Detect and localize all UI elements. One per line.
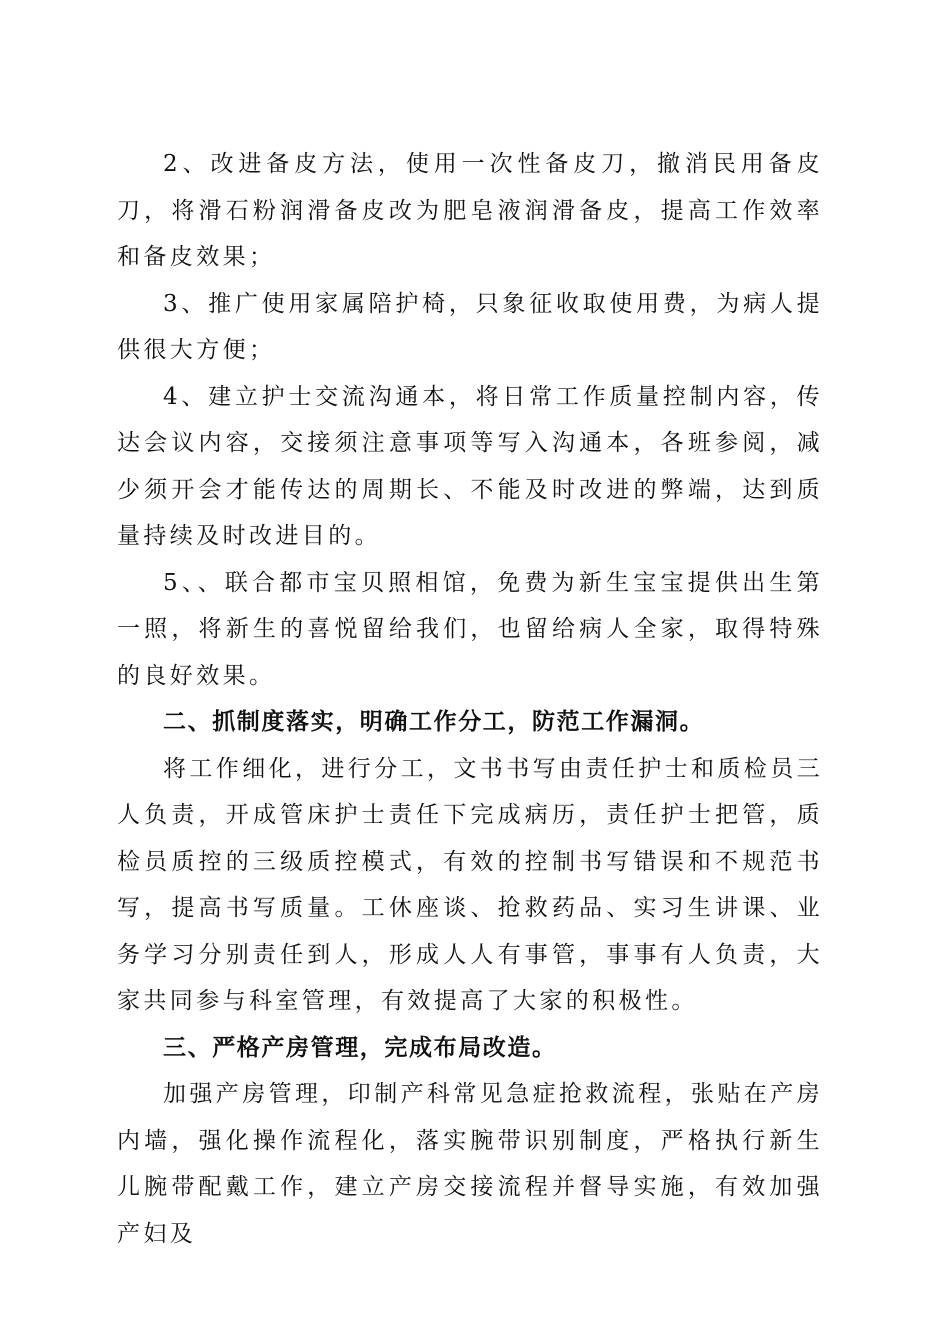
section-body-2: 将工作细化，进行分工，文书书写由责任护士和质检员三人负责，开成管床护士责任下完成病历，责任护士把管，质检员质控的三级质控模式，有效的控制书写错误和不规范书写，提高书写质量。工休座谈、抢救药品、实习生讲课、业务学习分别责任到人，形成人人有事管，事事有人负责，大家共同参与科室管理，有效提高了大家的积极性。 bbox=[117, 755, 823, 1014]
paragraph-item-4: 4、建立护士交流沟通本，将日常工作质量控制内容，传达会议内容，交接须注意事项等写入沟通本，各班参阅，减少须开会才能传达的周期长、不能及时改进的弊端，达到质量持续及时改进目的。 bbox=[117, 383, 823, 549]
section-body-3: 加强产房管理，印制产科常见急症抢救流程，张贴在产房内墙，强化操作流程化，落实腕带识别制度，严格执行新生儿腕带配戴工作，建立产房交接流程并督导实施，有效加强产妇及 bbox=[117, 1081, 823, 1247]
section-heading-2: 二、抓制度落实，明确工作分工，防范工作漏洞。 bbox=[163, 709, 705, 735]
paragraph-item-2: 2、改进备皮方法，使用一次性备皮刀，撤消民用备皮刀，将滑石粉润滑备皮改为肥皂液润滑备皮，提高工作效率和备皮效果； bbox=[117, 151, 823, 270]
paragraph-item-3: 3、推广使用家属陪护椅，只象征收取使用费，为病人提供很大方便； bbox=[117, 290, 823, 363]
document-body bbox=[117, 141, 823, 1257]
section-heading-3: 三、严格产房管理，完成布局改造。 bbox=[163, 1034, 557, 1061]
paragraph-item-5: 5、、联合都市宝贝照相馆，免费为新生宝宝提供出生第一照，将新生的喜悦留给我们，也留给病人全家，取得特殊的良好效果。 bbox=[117, 569, 823, 689]
